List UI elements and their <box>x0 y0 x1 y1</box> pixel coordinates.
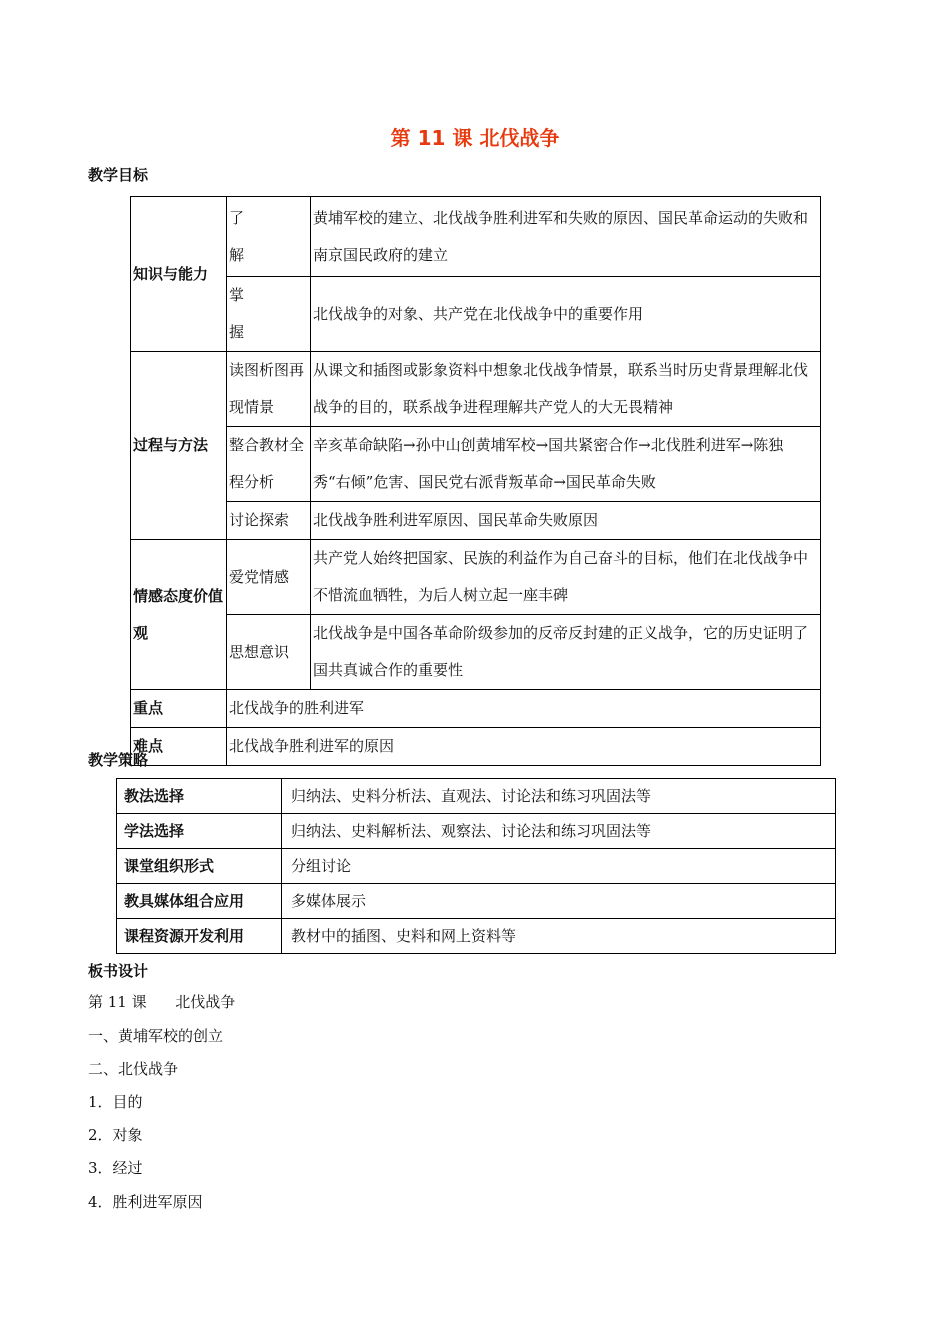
objectives-heading: 教学目标 <box>88 166 149 184</box>
emotion-sub-1: 爱党情感 <box>227 540 311 615</box>
key-point-content: 北伐战争的胜利进军 <box>227 690 821 728</box>
process-content-1: 从课文和插图或影象资料中想象北伐战争情景，联系当时历史背景理解北伐战争的目的，联系战争进程理解共产党人的大无畏精神 <box>311 352 821 427</box>
emotion-label: 情感态度价值观 <box>131 540 227 690</box>
board-line-1: 第 11 课 北伐战争 <box>88 993 236 1011</box>
key-point-label: 重点 <box>131 690 227 728</box>
strategy-label-1: 教法选择 <box>117 779 282 814</box>
strategy-value-5: 教材中的插图、史料和网上资料等 <box>282 919 836 954</box>
board-line-2: 一、黄埔军校的创立 <box>88 1027 224 1045</box>
knowledge-sub-1: 了 解 <box>227 197 311 277</box>
objectives-table <box>130 196 821 766</box>
strategy-value-3: 分组讨论 <box>282 849 836 884</box>
process-sub-1: 读图析图再现情景 <box>227 352 311 427</box>
knowledge-content-2: 北伐战争的对象、共产党在北伐战争中的重要作用 <box>311 277 821 352</box>
knowledge-content-1: 黄埔军校的建立、北伐战争胜利进军和失败的原因、国民革命运动的失败和南京国民政府的建立 <box>311 197 821 277</box>
knowledge-label: 知识与能力 <box>131 197 227 352</box>
strategy-table <box>116 778 836 954</box>
emotion-sub-2: 思想意识 <box>227 615 311 690</box>
difficulty-content: 北伐战争胜利进军的原因 <box>227 728 821 766</box>
strategy-value-1: 归纳法、史料分析法、直观法、讨论法和练习巩固法等 <box>282 779 836 814</box>
board-line-6: 3．经过 <box>88 1159 143 1177</box>
strategy-heading: 教学策略 <box>88 751 149 769</box>
process-sub-3: 讨论探索 <box>227 502 311 540</box>
board-line-3: 二、北伐战争 <box>88 1060 179 1078</box>
strategy-value-2: 归纳法、史料解析法、观察法、讨论法和练习巩固法等 <box>282 814 836 849</box>
strategy-value-4: 多媒体展示 <box>282 884 836 919</box>
process-label: 过程与方法 <box>131 352 227 540</box>
board-line-4: 1．目的 <box>88 1093 143 1111</box>
strategy-label-2: 学法选择 <box>117 814 282 849</box>
emotion-content-1: 共产党人始终把国家、民族的利益作为自己奋斗的目标，他们在北伐战争中不惜流血牺牲，为后人树立起一座丰碑 <box>311 540 821 615</box>
board-heading: 板书设计 <box>88 962 149 980</box>
page-title: 第 11 课 北伐战争 <box>390 126 560 150</box>
strategy-label-4: 教具媒体组合应用 <box>117 884 282 919</box>
board-line-5: 2．对象 <box>88 1126 143 1144</box>
difficulty-label: 难点 <box>131 728 227 766</box>
process-sub-2: 整合教材全程分析 <box>227 427 311 502</box>
board-line-7: 4．胜利进军原因 <box>88 1193 203 1211</box>
knowledge-sub-2: 掌 握 <box>227 277 311 352</box>
strategy-label-3: 课堂组织形式 <box>117 849 282 884</box>
emotion-content-2: 北伐战争是中国各革命阶级参加的反帝反封建的正义战争，它的历史证明了国共真诚合作的重要性 <box>311 615 821 690</box>
process-content-2: 辛亥革命缺陷→孙中山创黄埔军校→国共紧密合作→北伐胜利进军→陈独秀“右倾”危害、国民党右派背叛革命→国民革命失败 <box>311 427 821 502</box>
strategy-label-5: 课程资源开发利用 <box>117 919 282 954</box>
process-content-3: 北伐战争胜利进军原因、国民革命失败原因 <box>311 502 821 540</box>
